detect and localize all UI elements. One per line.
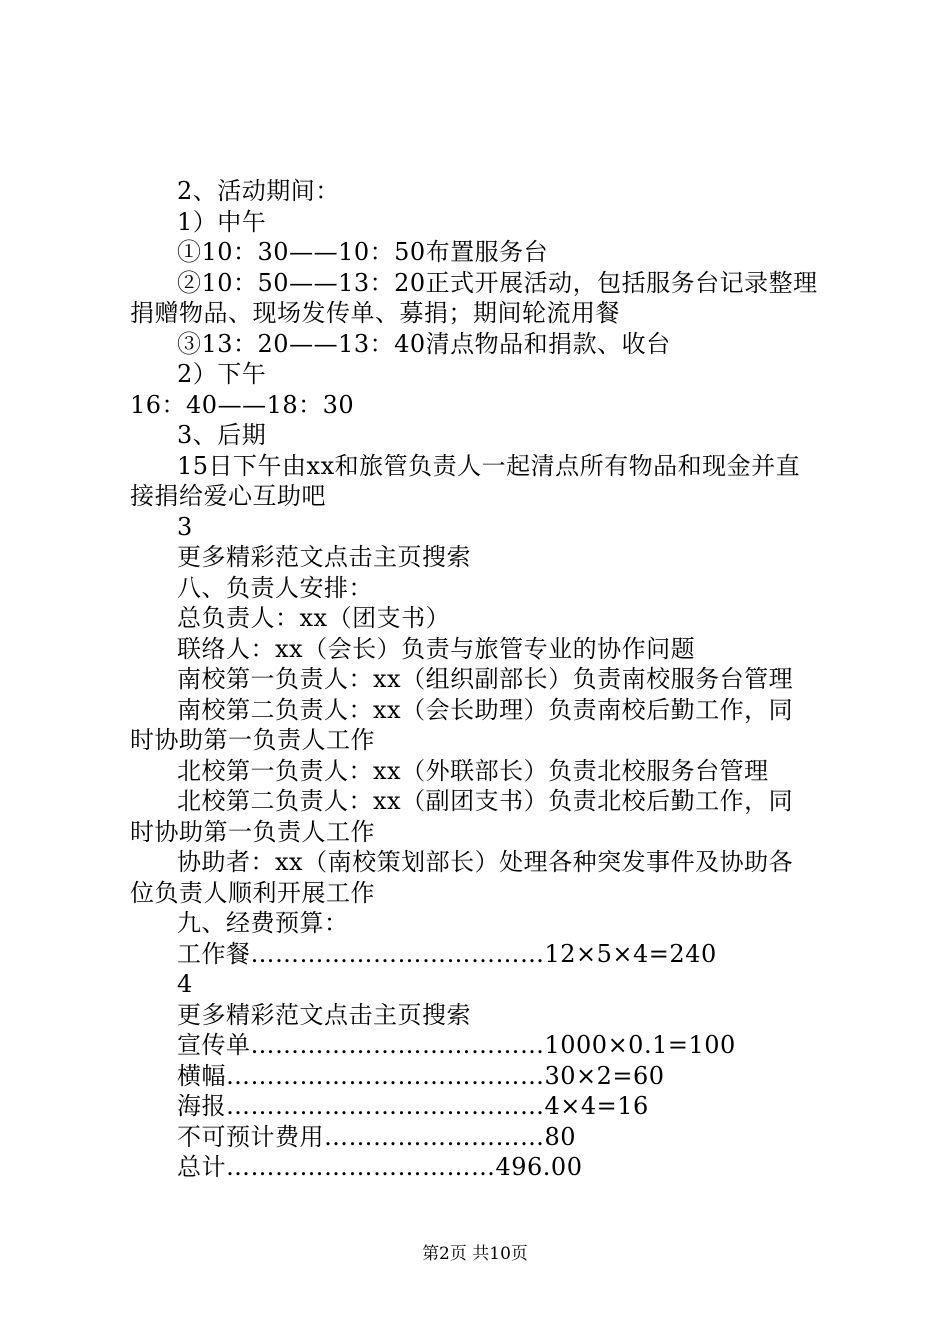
text-line: 南校第一负责人：xx（组织副部长）负责南校服务台管理	[177, 665, 794, 693]
text-line: 横幅…………………………………30×2=60	[177, 1061, 665, 1090]
text-line: 2、活动期间：	[177, 177, 340, 205]
text-line: 八、负责人安排：	[177, 573, 373, 602]
text-line: 工作餐………………………………12×5×4=240	[177, 939, 717, 968]
text-line: 宣传单………………………………1000×0.1=100	[177, 1031, 736, 1059]
page-footer: 第2页 共10页	[422, 1244, 528, 1264]
text-line: 接捐给爱心互助吧	[130, 482, 326, 510]
text-line: 更多精彩范文点击主页搜索	[177, 1000, 471, 1029]
text-line: 1）中午	[177, 207, 267, 236]
text-line: 更多精彩范文点击主页搜索	[177, 543, 471, 571]
text-line: 南校第二负责人：xx（会长助理）负责南校后勤工作，同	[177, 695, 794, 724]
text-line: 3	[177, 512, 193, 541]
text-line: 4	[177, 970, 193, 998]
text-line: 时协助第一负责人工作	[130, 817, 375, 846]
text-line: 联络人：xx（会长）负责与旅管专业的协作问题	[177, 634, 696, 663]
text-line: 北校第一负责人：xx（外联部长）负责北校服务台管理	[177, 756, 769, 785]
text-line: 不可预计费用………………………80	[177, 1122, 577, 1151]
text-line: 九、经费预算：	[177, 909, 349, 937]
text-line: 总负责人：xx（团支书）	[177, 604, 451, 632]
text-line: 16：40——18：30	[130, 390, 355, 419]
text-line: 3、后期	[177, 421, 267, 449]
text-line: 北校第二负责人：xx（副团支书）负责北校后勤工作，同	[177, 787, 794, 815]
text-line: 海报…………………………………4×4=16	[177, 1092, 649, 1120]
text-line: 时协助第一负责人工作	[130, 726, 375, 754]
text-line: ①10：30——10：50布置服务台	[177, 238, 549, 266]
text-line: 15日下午由xx和旅管负责人一起清点所有物品和现金并直	[177, 451, 801, 480]
text-line: 2）下午	[177, 360, 267, 388]
text-line: ③13：20——13：40清点物品和捐款、收台	[177, 329, 671, 358]
text-line: 总计……………………………496.00	[177, 1153, 583, 1181]
text-line: 捐赠物品、现场发传单、募捐；期间轮流用餐	[130, 299, 620, 327]
text-line: ②10：50——13：20正式开展活动，包括服务台记录整理	[177, 268, 818, 297]
document-body	[130, 176, 835, 1183]
text-line: 位负责人顺利开展工作	[130, 878, 375, 907]
text-line: 协助者：xx（南校策划部长）处理各种突发事件及协助各	[177, 848, 794, 876]
